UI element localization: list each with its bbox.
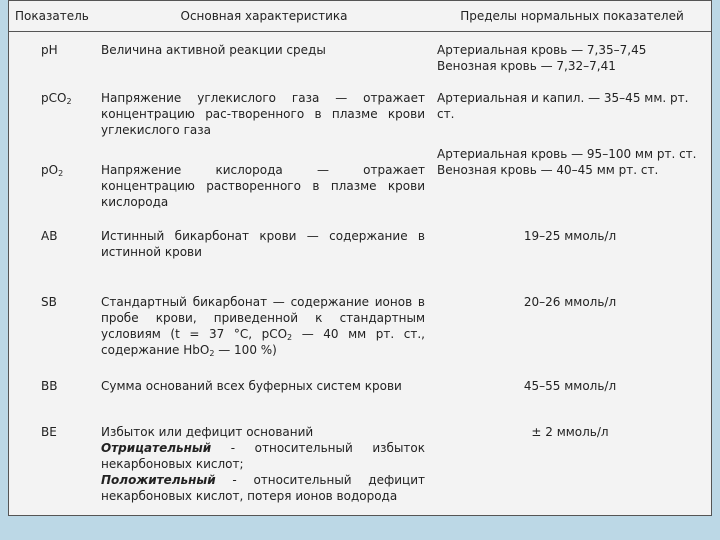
indicator-name: BB bbox=[41, 379, 58, 393]
header-normal-limits: Пределы нормальных показателей bbox=[433, 1, 711, 32]
table-row-ab bbox=[9, 216, 711, 294]
norm-line: Венозная кровь — 40–45 мм рт. ст. bbox=[437, 163, 659, 177]
indicator-name: SB bbox=[41, 295, 57, 309]
header-main-characteristic: Основная характеристика bbox=[95, 1, 433, 32]
indicator-description: Величина активной реакции среды bbox=[101, 43, 326, 57]
negative-term: Отрицательный bbox=[101, 441, 212, 455]
norm-line: 20–26 ммоль/л bbox=[523, 295, 617, 309]
indicator-norm bbox=[433, 424, 711, 504]
indicator-name: BE bbox=[41, 425, 57, 439]
blood-gas-indicators-table bbox=[9, 1, 711, 504]
norm-line: Артериальная кровь — 95–100 мм рт. ст. bbox=[437, 147, 697, 161]
table-header-row bbox=[9, 1, 711, 32]
indicator-description: Избыток или дефицит оснований Отрицательный - относительный избыток некарбоновых кислот; Положительный - относительный дефицит некарбоновых кислот, потеря ионов водорода bbox=[101, 425, 425, 503]
table-row-pco2 bbox=[9, 82, 711, 138]
indicator-description: Напряжение углекислого газа — отражает концентрацию рас-творенного в плазме крови углекислого газа bbox=[101, 91, 425, 137]
indicator-description: Стандартный бикарбонат — содержание ионов в пробе крови, приведенной к стандартным условиям (t = 37 °С, pCO$_2$ — 40 мм рт. ст., содержание HbO$_2$ — 100 %) bbox=[101, 295, 425, 358]
table-row-po2 bbox=[9, 138, 711, 216]
norm-line: 45–55 ммоль/л bbox=[523, 379, 617, 393]
table-row-sb bbox=[9, 294, 711, 378]
norm-line: ± 2 ммоль/л bbox=[531, 425, 609, 439]
indicator-name: AB bbox=[41, 229, 58, 243]
indicator-name: pH bbox=[41, 43, 58, 57]
indicator-description: Истинный бикарбонат крови — содержание в истинной крови bbox=[101, 229, 425, 259]
indicator-norm bbox=[433, 294, 711, 378]
header-indicator: Показатель bbox=[9, 1, 95, 32]
indicators-table-sheet bbox=[8, 0, 712, 516]
indicator-description: Сумма оснований всех буферных систем крови bbox=[101, 379, 402, 393]
indicator-norm bbox=[433, 378, 711, 424]
norm-line: Венозная кровь — 7,32–7,41 bbox=[437, 59, 616, 73]
norm-line: 19–25 ммоль/л bbox=[523, 229, 617, 243]
table-row-be bbox=[9, 424, 711, 504]
indicator-norm bbox=[433, 32, 711, 83]
norm-line: Артериальная кровь — 7,35–7,45 bbox=[437, 43, 647, 57]
table-row-bb bbox=[9, 378, 711, 424]
indicator-description: Напряжение кислорода — отражает концентрацию растворенного в плазме крови кислорода bbox=[101, 163, 425, 209]
indicator-norm bbox=[433, 138, 711, 216]
table-row-ph bbox=[9, 32, 711, 83]
indicator-name: $pO_2$ bbox=[41, 163, 64, 178]
indicator-name: pCO$_2$ bbox=[41, 91, 72, 106]
indicator-norm bbox=[433, 216, 711, 294]
norm-line: Артериальная и капил. — 35–45 мм. рт. ст. bbox=[437, 91, 689, 121]
positive-term: Положительный bbox=[101, 473, 216, 487]
indicator-norm bbox=[433, 82, 711, 138]
